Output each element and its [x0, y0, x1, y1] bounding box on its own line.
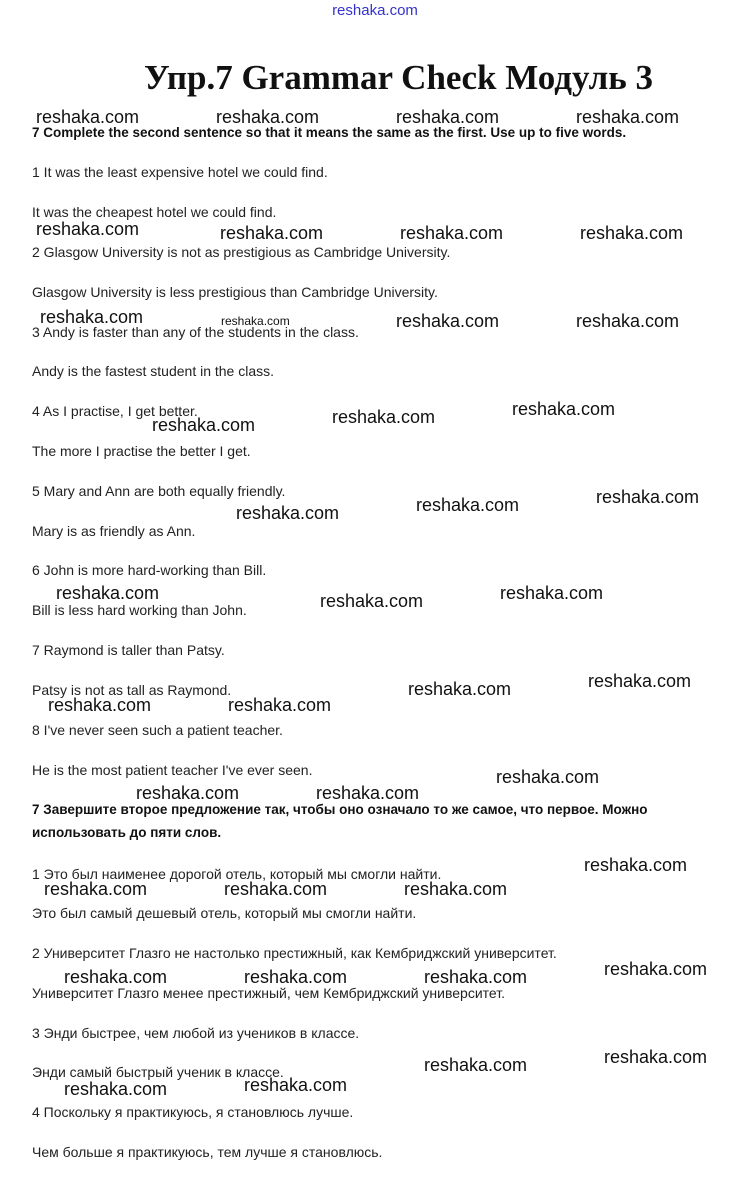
watermark: reshaka.com: [64, 967, 168, 987]
watermark: reshaka.com: [332, 407, 436, 427]
watermark: reshaka.com: [512, 399, 616, 419]
site-link[interactable]: reshaka.com: [332, 2, 418, 19]
sentence: The more I practise the better I get.: [32, 443, 251, 459]
sentence: Университет Глазго менее престижный, чем Кембриджский университет.: [32, 985, 505, 1001]
watermark: reshaka.com: [244, 967, 348, 987]
watermark: reshaka.com: [500, 583, 604, 603]
russian-instruction: использовать до пяти слов.: [32, 825, 222, 840]
watermark: reshaka.com: [316, 783, 420, 803]
watermark: reshaka.com: [424, 967, 528, 987]
watermark: reshaka.com: [396, 311, 500, 331]
watermark: reshaka.com: [416, 495, 520, 515]
sentence: 7 Raymond is taller than Patsy.: [32, 642, 225, 658]
sentence: Bill is less hard working than John.: [32, 602, 247, 618]
watermark: reshaka.com: [576, 311, 680, 331]
russian-instruction: 7 Завершите второе предложение так, чтобы оно означало то же самое, что первое. Можно: [32, 802, 648, 817]
sentence: Glasgow University is less prestigious than Cambridge University.: [32, 284, 438, 300]
watermark: reshaka.com: [36, 107, 140, 127]
watermark: reshaka.com: [408, 679, 512, 699]
watermark: reshaka.com: [396, 107, 500, 127]
watermark: reshaka.com: [596, 487, 700, 507]
watermark: reshaka.com: [224, 879, 328, 899]
watermark: reshaka.com: [424, 1055, 528, 1075]
english-instruction: 7 Complete the second sentence so that it means the same as the first. Use up to five words.: [32, 125, 627, 140]
sentence: Andy is the fastest student in the class.: [32, 363, 275, 379]
watermark: reshaka.com: [576, 107, 680, 127]
watermark: reshaka.com: [44, 879, 148, 899]
sentence: Чем больше я практикуюсь, тем лучше я становлюсь.: [32, 1144, 383, 1160]
watermark: reshaka.com: [244, 1075, 348, 1095]
watermark: reshaka.com: [584, 855, 688, 875]
watermark: reshaka.com: [580, 223, 684, 243]
watermark: reshaka.com: [221, 314, 290, 328]
sentence: 2 Университет Глазго не настолько престижный, как Кембриджский университет.: [32, 945, 557, 961]
watermark: reshaka.com: [220, 223, 324, 243]
watermark: reshaka.com: [404, 879, 508, 899]
sentence: Энди самый быстрый ученик в классе.: [32, 1064, 284, 1080]
sentence: 6 John is more hard-working than Bill.: [32, 562, 267, 578]
sentence: 8 I've never seen such a patient teacher.: [32, 722, 283, 738]
sentence: 4 As I practise, I get better.: [32, 403, 198, 419]
sentence: 2 Glasgow University is not as prestigious as Cambridge University.: [32, 244, 451, 260]
watermark: reshaka.com: [136, 783, 240, 803]
sentence: He is the most patient teacher I've ever seen.: [32, 762, 313, 778]
sentence: 4 Поскольку я практикуюсь, я становлюсь лучше.: [32, 1104, 354, 1120]
watermark: reshaka.com: [496, 767, 600, 787]
sentence: 1 Это был наименее дорогой отель, который мы смогли найти.: [32, 866, 442, 882]
sentence: 1 It was the least expensive hotel we could find.: [32, 164, 328, 180]
watermark: reshaka.com: [604, 1047, 708, 1067]
watermark: reshaka.com: [228, 695, 332, 715]
watermark: reshaka.com: [48, 695, 152, 715]
watermark: reshaka.com: [604, 959, 708, 979]
watermark: reshaka.com: [40, 307, 144, 327]
sentence: 5 Mary and Ann are both equally friendly.: [32, 483, 286, 499]
watermark: reshaka.com: [588, 671, 692, 691]
watermark: reshaka.com: [64, 1079, 168, 1099]
watermark: reshaka.com: [216, 107, 320, 127]
watermark: reshaka.com: [320, 591, 424, 611]
sentence: 3 Энди быстрее, чем любой из учеников в классе.: [32, 1025, 360, 1041]
watermark: reshaka.com: [36, 219, 140, 239]
watermark: reshaka.com: [56, 583, 160, 603]
sentence: Это был самый дешевый отель, который мы смогли найти.: [32, 905, 417, 921]
sentence: Mary is as friendly as Ann.: [32, 523, 196, 539]
sentence: It was the cheapest hotel we could find.: [32, 204, 277, 220]
sentence: Patsy is not as tall as Raymond.: [32, 682, 232, 698]
page-title: Упр.7 Grammar Check Модуль 3: [144, 58, 653, 97]
watermark: reshaka.com: [236, 503, 340, 523]
watermark: reshaka.com: [152, 415, 256, 435]
watermark: reshaka.com: [400, 223, 504, 243]
sentence: 3 Andy is faster than any of the students in the class.: [32, 324, 359, 340]
